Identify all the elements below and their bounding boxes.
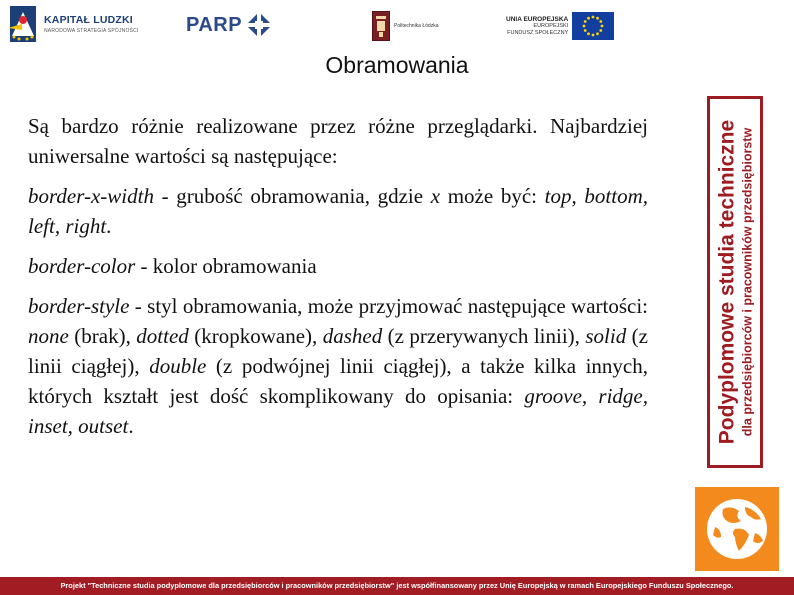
border-width-x: x — [430, 184, 441, 208]
project-footer: Projekt "Techniczne studia podyplomowe dla przedsiębiorców i pracowników przedsiębiorstw" jest współfinansowany przez Unię Europejską w ramach Europejskiego Funduszu Społecznego. — [0, 577, 794, 595]
politechnika-lodzka-logo — [372, 10, 438, 42]
value-solid: solid — [585, 324, 627, 348]
value-none: none — [28, 324, 69, 348]
border-width-term: border-x-width — [28, 184, 154, 208]
border-style-term: border-style — [28, 294, 130, 318]
eu-line-1: UNIA EUROPEJSKA — [506, 15, 569, 23]
kapital-ludzki-title: KAPITAŁ LUDZKI — [44, 14, 133, 26]
politechnika-name: Politechnika Łódzka — [394, 23, 439, 29]
border-color-term: border-color — [28, 254, 136, 278]
border-color-text: - kolor obramowania — [135, 254, 317, 278]
parp-emblem-icon — [246, 12, 272, 38]
intro-paragraph: Są bardzo różnie realizowane przez różne przeglądarki. Najbardziej uniwersalne wartości są następujące: — [28, 114, 648, 168]
kapital-ludzki-logo — [8, 6, 139, 42]
border-style-paragraph — [28, 291, 648, 441]
border-style-end: . — [128, 414, 134, 438]
header-logo-strip — [0, 0, 794, 50]
slide-body — [28, 111, 648, 451]
kapital-ludzki-emblem-icon — [8, 6, 38, 42]
value-dotted: dotted — [136, 324, 189, 348]
globe-emblem — [695, 487, 779, 571]
program-branding-panel — [707, 96, 763, 468]
border-width-end: . — [106, 214, 112, 238]
value-dashed: dashed — [322, 324, 383, 348]
border-style-text-2: (brak), — [68, 324, 137, 348]
eu-line-3: FUNDUSZ SPOŁECZNY — [507, 29, 569, 36]
eu-line-2: EUROPEJSKI — [533, 23, 569, 30]
value-others: groove, ridge, inset, outset — [28, 384, 648, 438]
border-style-text-3: (kropkowane), — [188, 324, 323, 348]
border-style-text-1: - styl obramowania, może przyjmować następujące wartości: — [129, 294, 648, 318]
program-audience: dla przedsiębiorców i pracowników przedsiębiorstw — [740, 127, 755, 437]
border-color-paragraph — [28, 251, 648, 281]
globe-icon — [695, 487, 779, 571]
program-name: Podyplomowe studia techniczne — [715, 119, 739, 445]
kapital-ludzki-subtitle: NARODOWA STRATEGIA SPÓJNOŚCI — [44, 28, 139, 34]
border-width-text: - grubość obramowania, gdzie — [153, 184, 431, 208]
border-width-values: top, bottom, left, right — [28, 184, 648, 238]
border-style-text-5: (z linii ciągłej), — [28, 324, 648, 378]
border-width-text-2: może być: — [440, 184, 545, 208]
parp-logo — [186, 10, 272, 40]
parp-name: PARP — [186, 13, 243, 36]
slide-title: Obramowania — [325, 52, 469, 78]
border-style-text-6: (z podwójnej linii ciągłej), a także kilka innych, których kształt jest dość skomplikowany do opisania: — [28, 354, 649, 408]
border-style-text-4: (z przerywanych linii), — [382, 324, 586, 348]
border-width-paragraph — [28, 181, 648, 241]
european-union-logo — [506, 11, 614, 41]
eu-flag-icon — [572, 12, 614, 40]
politechnika-crest-icon — [372, 11, 390, 41]
value-double: double — [149, 354, 207, 378]
